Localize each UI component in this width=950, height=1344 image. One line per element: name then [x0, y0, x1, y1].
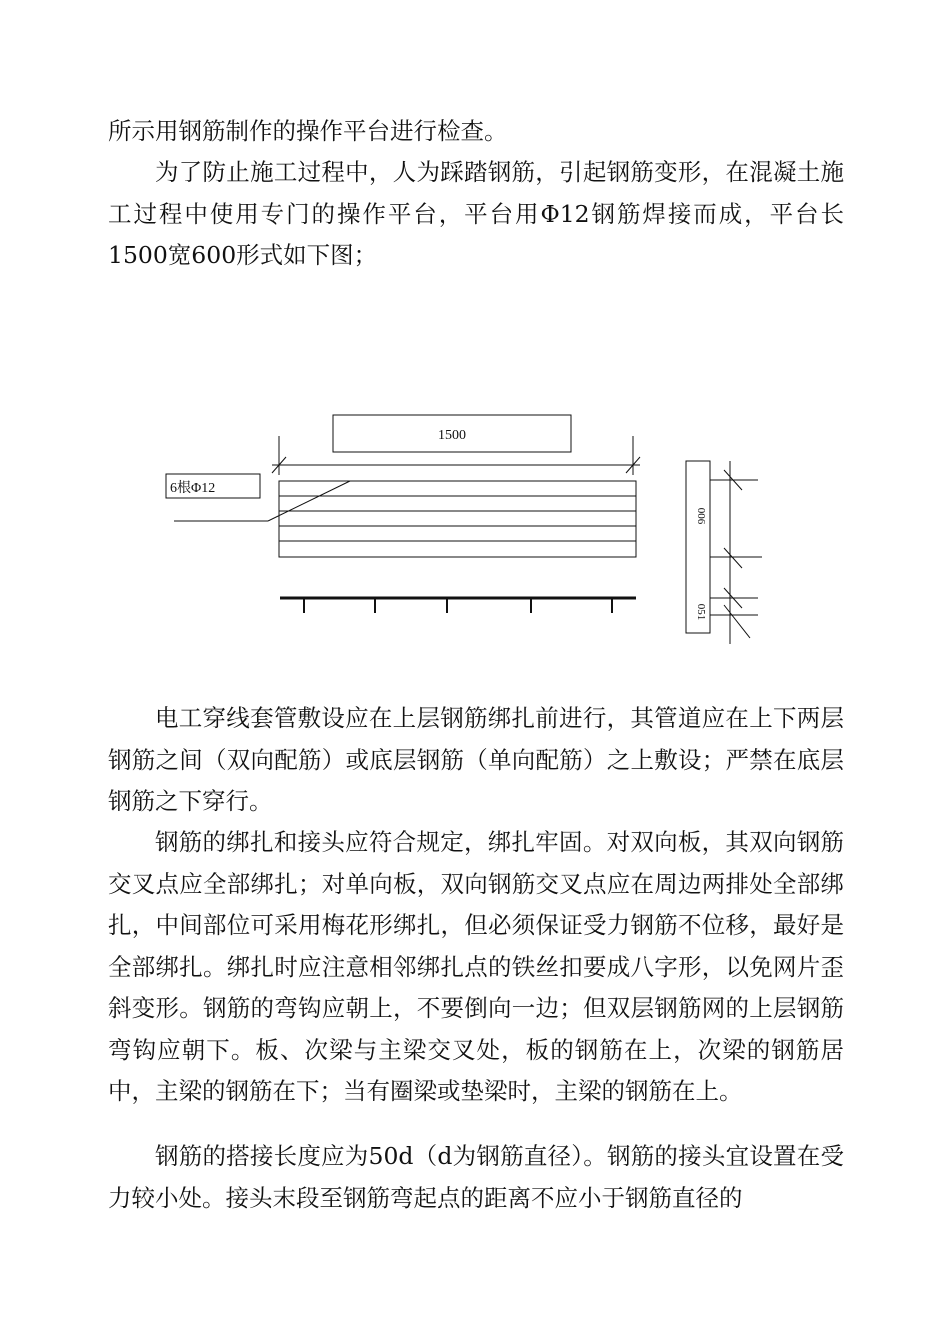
length-label: 1500: [438, 428, 466, 443]
paragraph-conduit: 电工穿线套管敷设应在上层钢筋绑扎前进行，其管道应在上下两层钢筋之间（双向配筋）或底层钢筋（单向配筋）之上敷设；严禁在底层钢筋之下穿行。: [108, 704, 844, 815]
paragraph-platform-intro: 为了防止施工过程中，人为踩踏钢筋，引起钢筋变形，在混凝土施工过程中使用专门的操作平台，平台用Φ12钢筋焊接而成，平台长1500宽600形式如下图；: [108, 158, 844, 269]
paragraph-lap-length: 钢筋的搭接长度应为50d（d为钢筋直径）。钢筋的接头宜设置在受力较小处。接头末段至钢筋弯起点的距离不应小于钢筋直径的: [108, 1142, 844, 1212]
platform-plan: [279, 481, 636, 557]
paragraph-continuation: 所示用钢筋制作的操作平台进行检查。: [108, 117, 508, 145]
leader-line: [268, 481, 350, 521]
side-tick: [724, 548, 742, 568]
side-dimension-lower-label: 051: [695, 603, 707, 621]
paragraph-binding: 钢筋的绑扎和接头应符合规定，绑扎牢固。对双向板，其双向钢筋交叉点应全部绑扎；对单向板，双向钢筋交叉点应在周边两排处全部绑扎，中间部位可采用梅花形绑扎，但必须保证受力钢筋不位移，最好是全部绑扎。绑扎时应注意相邻绑扎点的铁丝扣要成八字形，以免网片歪斜变形。钢筋的弯钩应朝上，不要倒向一边；但双层钢筋网的上层钢筋弯钩应朝下。板、次梁与主梁交叉处，板的钢筋在上，次梁的钢筋居中，主梁的钢筋在下；当有圈梁或垫梁时，主梁的钢筋在上。: [108, 828, 844, 1105]
side-tick: [724, 605, 750, 638]
side-dimension-upper-label: 006: [695, 507, 707, 525]
bar-label: 6根Φ12: [170, 481, 216, 496]
